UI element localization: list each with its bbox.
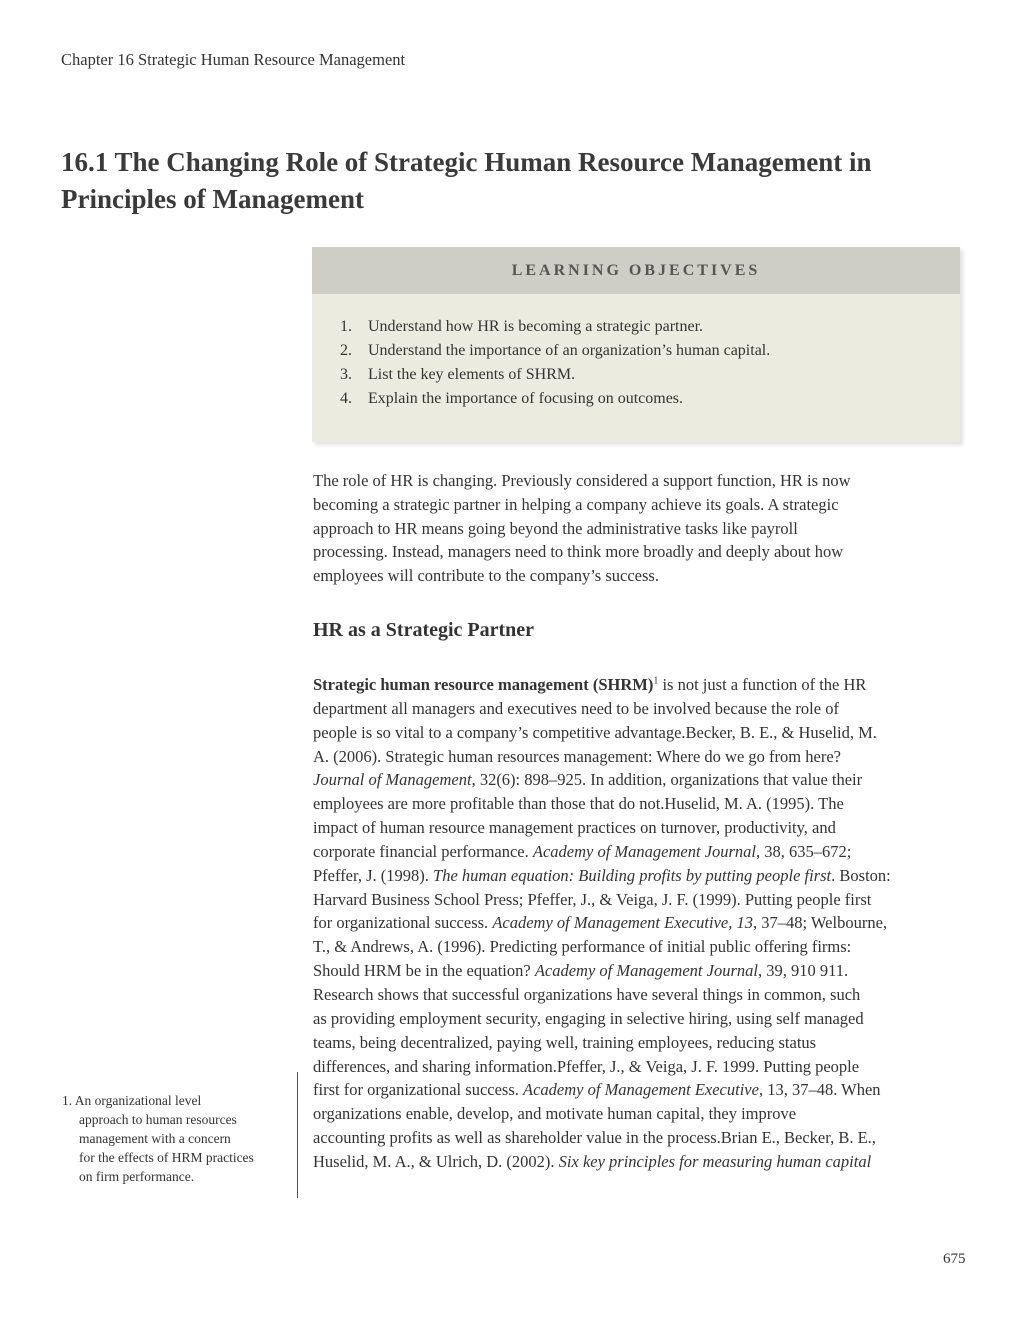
body-line <box>313 1150 973 1174</box>
objective-number: 1. <box>340 318 352 335</box>
intro-line <box>313 517 973 541</box>
objective-text: Explain the importance of focusing on outcomes. <box>368 390 684 407</box>
text-run: , 37–48; Welbourne, <box>753 913 888 933</box>
text-run: , 39, 910 911. <box>757 961 849 981</box>
text-run: Pfeffer, J. (1998). <box>313 865 434 885</box>
objective-text: List the key elements of SHRM. <box>368 366 576 383</box>
intro-line <box>313 564 973 588</box>
margin-note-line: on firm performance. <box>79 1169 195 1184</box>
text-run: employees are more profitable than those that do not.Huselid, M. A. (1995). The <box>313 794 844 814</box>
text-run: , 32(6): 898–925. In addition, organizations that value their <box>471 770 863 790</box>
citation-title: Academy of Management Executive <box>523 1080 759 1100</box>
running-head: Chapter 16 Strategic Human Resource Management <box>61 50 406 69</box>
text-run: differences, and sharing information.Pfeffer, J., & Veiga, J. F. 1999. Putting people <box>313 1056 860 1076</box>
section-title-line: 16.1 The Changing Role of Strategic Human Resource Management in <box>61 147 872 177</box>
text-run: people is so vital to a company’s competitive advantage.Becker, B. E., & Huselid, M. <box>313 722 877 742</box>
citation-title: Academy of Management Journal <box>534 961 758 981</box>
body-line <box>313 1102 973 1126</box>
body-line <box>313 840 973 864</box>
text-run: , 13, 37–48. When <box>758 1080 881 1100</box>
objective-number: 4. <box>340 390 352 407</box>
body-line <box>313 1055 973 1079</box>
intro-paragraph <box>313 469 973 588</box>
subsection-heading: HR as a Strategic Partner <box>313 619 535 641</box>
body-line <box>313 888 973 912</box>
text-run: teams, being decentralized, paying well, training employees, reducing status <box>313 1032 817 1052</box>
body-line <box>313 816 973 840</box>
body-line <box>313 911 973 935</box>
margin-note <box>62 1091 292 1186</box>
intro-line <box>313 493 973 517</box>
text-run: is not just a function of the HR <box>658 675 867 694</box>
citation-title: Academy of Management Executive, 13 <box>492 913 753 933</box>
learning-objectives-heading: LEARNING OBJECTIVES <box>312 247 960 294</box>
objective-number: 3. <box>340 366 352 383</box>
body-line <box>313 721 973 745</box>
body-line <box>313 792 973 816</box>
footnote-marker[interactable]: 1 <box>653 675 659 687</box>
text-run: T., & Andrews, A. (1996). Predicting performance of initial public offering firms: <box>313 937 852 957</box>
citation-title: Academy of Management Journal <box>532 841 757 861</box>
body-line <box>313 673 973 697</box>
text-run: impact of human resource management practices on turnover, productivity, and <box>313 818 836 838</box>
citation-title: Six key principles for measuring human capital <box>558 1151 872 1171</box>
text-run: becoming a strategic partner in helping a company achieve its goals. A strategic <box>313 494 839 514</box>
text-run: Harvard Business School Press; Pfeffer, J., & Veiga, J. F. (1999). Putting people first <box>313 889 872 909</box>
text-run: Should HRM be in the equation? <box>313 961 535 981</box>
text-run: as providing employment security, engaging in selective hiring, using self managed <box>313 1008 864 1028</box>
body-line <box>313 1078 973 1102</box>
text-run: Research shows that successful organizations have several things in common, such <box>313 984 861 1004</box>
margin-note-line: management with a concern <box>79 1131 231 1146</box>
text-run: . Boston: <box>831 865 891 885</box>
body-line <box>313 1007 973 1031</box>
text-run: The role of HR is changing. Previously considered a support function, HR is now <box>313 471 851 490</box>
text-run: organizations enable, develop, and motivate human capital, they improve <box>313 1104 797 1124</box>
margin-divider <box>297 1072 298 1198</box>
body-line <box>313 697 973 721</box>
text-run: first for organizational success. <box>313 1080 524 1100</box>
text-run: , 38, 635–672; <box>756 841 852 861</box>
citation-title: Journal of Management <box>313 770 472 790</box>
learning-objectives-list <box>340 315 960 411</box>
body-line <box>313 745 973 769</box>
body-line <box>313 935 973 959</box>
page-number: 675 <box>943 1251 966 1267</box>
body-line <box>313 768 973 792</box>
objective-text: Understand how HR is becoming a strategic partner. <box>368 318 704 335</box>
body-line <box>313 983 973 1007</box>
learning-objective-item <box>340 339 960 363</box>
section-title <box>61 144 961 218</box>
objective-number: 2. <box>340 342 352 359</box>
text-run: Huselid, M. A., & Ulrich, D. (2002). <box>313 1151 559 1171</box>
text-run: department all managers and executives need to be involved because the role of <box>313 698 839 718</box>
learning-objectives-box <box>312 247 960 442</box>
learning-objective-item <box>340 363 960 387</box>
text-run: processing. Instead, managers need to think more broadly and deeply about how <box>313 542 844 562</box>
text-run: accounting profits as well as shareholder value in the process.Brian E., Becker, B. E., <box>313 1128 876 1148</box>
text-run: employees will contribute to the company’s success. <box>313 566 659 586</box>
text-run: approach to HR means going beyond the administrative tasks like payroll <box>313 518 798 538</box>
margin-note-line: for the effects of HRM practices <box>79 1150 254 1165</box>
objective-text: Understand the importance of an organization’s human capital. <box>368 342 771 359</box>
body-paragraph <box>313 673 973 1174</box>
margin-note-line: 1. An organizational level <box>62 1093 202 1108</box>
section-title-line: Principles of Management <box>61 184 364 214</box>
learning-objective-item <box>340 315 960 339</box>
key-term: Strategic human resource management (SHRM) <box>313 675 654 694</box>
learning-objective-item <box>340 387 960 411</box>
body-line <box>313 959 973 983</box>
intro-line <box>313 469 973 493</box>
citation-title: The human equation: Building profits by putting people first <box>433 865 832 885</box>
margin-note-line: approach to human resources <box>79 1112 237 1127</box>
text-run: corporate financial performance. <box>313 841 533 861</box>
body-line <box>313 1126 973 1150</box>
intro-line <box>313 540 973 564</box>
text-run: A. (2006). Strategic human resources management: Where do we go from here? <box>313 746 841 766</box>
body-line <box>313 1031 973 1055</box>
text-run: for organizational success. <box>313 913 493 933</box>
body-line <box>313 864 973 888</box>
